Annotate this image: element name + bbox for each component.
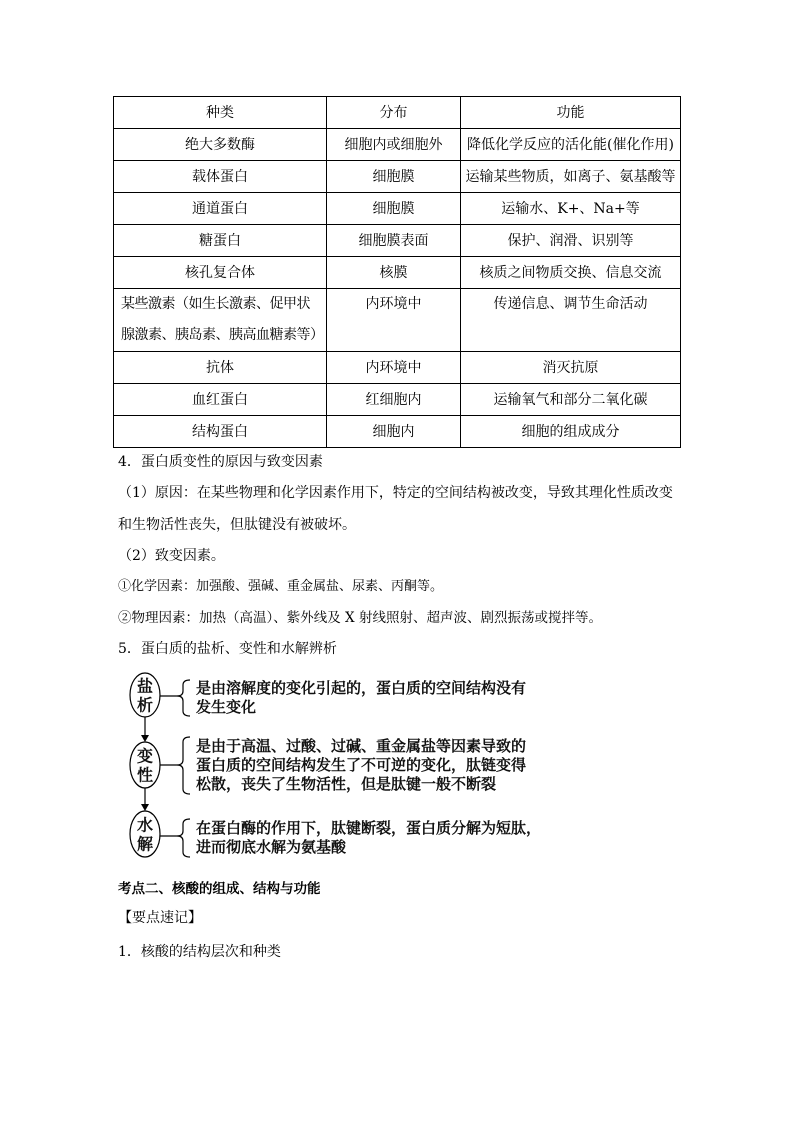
cell-distribution: 核膜 bbox=[327, 257, 461, 289]
table-row bbox=[114, 384, 681, 416]
table-header-row bbox=[114, 97, 681, 129]
description-line: 是由于高温、过酸、过碱、重金属盐等因素导致的 bbox=[196, 737, 527, 755]
node-label-bottom: 性 bbox=[136, 765, 154, 785]
factors-heading: （2）致变因素。 bbox=[118, 548, 225, 564]
summary-heading: 【要点速记】 bbox=[118, 910, 202, 926]
cell-distribution: 细胞膜表面 bbox=[327, 225, 461, 257]
table-row bbox=[114, 289, 681, 352]
cell-function: 保护、润滑、识别等 bbox=[461, 225, 681, 257]
cell-function: 传递信息、调节生命活动 bbox=[461, 289, 681, 352]
cell-function: 运输氧气和部分二氧化碳 bbox=[461, 384, 681, 416]
node-label-top: 变 bbox=[136, 746, 154, 766]
cell-function: 核质之间物质交换、信息交流 bbox=[461, 257, 681, 289]
cell-type: 通道蛋白 bbox=[114, 193, 327, 225]
cell-function: 细胞的组成成分 bbox=[461, 416, 681, 448]
section4-title: 4．蛋白质变性的原因与致变因素 bbox=[118, 454, 323, 470]
diagram-node-hydrolysis bbox=[130, 811, 160, 857]
node-label-bottom: 析 bbox=[136, 695, 154, 715]
table-row bbox=[114, 352, 681, 384]
description-line: 是由溶解度的变化引起的，蛋白质的空间结构没有 bbox=[196, 679, 527, 697]
cell-type: 糖蛋白 bbox=[114, 225, 327, 257]
diagram-node-salting-out bbox=[130, 673, 160, 717]
cell-function: 消灭抗原 bbox=[461, 352, 681, 384]
arrow-head-icon bbox=[141, 804, 149, 811]
node-label-top: 水 bbox=[136, 815, 154, 835]
description-line: 蛋白质的空间结构发生了不可逆的变化，肽链变得 bbox=[196, 756, 527, 774]
chemical-factors: ①化学因素：加强酸、强碱、重金属盐、尿素、丙酮等。 bbox=[118, 579, 444, 594]
topic2-title: 考点二、核酸的组成、结构与功能 bbox=[118, 881, 321, 897]
table-row bbox=[114, 416, 681, 448]
cause-paragraph-line2: 和生物活性丧失，但肽键没有被破坏。 bbox=[118, 517, 356, 533]
brace bbox=[177, 680, 190, 716]
cell-type: 血红蛋白 bbox=[114, 384, 327, 416]
section5-title: 5．蛋白质的盐析、变性和水解辨析 bbox=[118, 641, 337, 657]
header-type: 种类 bbox=[114, 97, 327, 129]
cell-distribution: 细胞膜 bbox=[327, 193, 461, 225]
comparison-diagram bbox=[113, 665, 563, 865]
node-label-bottom: 解 bbox=[136, 834, 154, 854]
description-line: 发生变化 bbox=[196, 698, 257, 716]
table-row bbox=[114, 257, 681, 289]
cell-distribution: 内环境中 bbox=[327, 289, 461, 352]
cell-function: 运输某些物质，如离子、氨基酸等 bbox=[461, 161, 681, 193]
cell-distribution: 红细胞内 bbox=[327, 384, 461, 416]
brace bbox=[177, 819, 190, 857]
brace bbox=[177, 737, 190, 794]
cell-type: 核孔复合体 bbox=[114, 257, 327, 289]
header-distribution: 分布 bbox=[327, 97, 461, 129]
cell-distribution: 细胞膜 bbox=[327, 161, 461, 193]
protein-function-table bbox=[113, 96, 681, 448]
cause-paragraph-line1: （1）原因：在某些物理和化学因素作用下，特定的空间结构被改变，导致其理化性质改变 bbox=[118, 485, 673, 501]
table-row bbox=[114, 225, 681, 257]
cell-type: 载体蛋白 bbox=[114, 161, 327, 193]
table-row bbox=[114, 161, 681, 193]
cell-type: 结构蛋白 bbox=[114, 416, 327, 448]
header-function: 功能 bbox=[461, 97, 681, 129]
topic2-item1: 1．核酸的结构层次和种类 bbox=[118, 944, 281, 960]
cell-type: 绝大多数酶 bbox=[114, 129, 327, 161]
table-row bbox=[114, 193, 681, 225]
arrow-head-icon bbox=[141, 735, 149, 742]
cell-type: 抗体 bbox=[114, 352, 327, 384]
node-label-top: 盐 bbox=[136, 676, 154, 696]
table-row bbox=[114, 129, 681, 161]
description-line: 松散，丧失了生物活性，但是肽键一般不断裂 bbox=[196, 775, 497, 793]
physical-factors: ②物理因素：加热（高温）、紫外线及 X 射线照射、超声波、剧烈振荡或搅拌等。 bbox=[118, 610, 602, 626]
cell-distribution: 内环境中 bbox=[327, 352, 461, 384]
cell-distribution: 细胞内 bbox=[327, 416, 461, 448]
cell-type: 某些激素（如生长激素、促甲状 腺激素、胰岛素、胰高血糖素等） bbox=[114, 289, 327, 352]
cell-distribution: 细胞内或细胞外 bbox=[327, 129, 461, 161]
description-line: 进而彻底水解为氨基酸 bbox=[196, 838, 347, 856]
cell-function: 运输水、K+、Na+等 bbox=[461, 193, 681, 225]
diagram-node-denaturation bbox=[130, 742, 160, 788]
cell-function: 降低化学反应的活化能(催化作用) bbox=[461, 129, 681, 161]
description-line: 在蛋白酶的作用下，肽键断裂，蛋白质分解为短肽， bbox=[196, 819, 542, 837]
